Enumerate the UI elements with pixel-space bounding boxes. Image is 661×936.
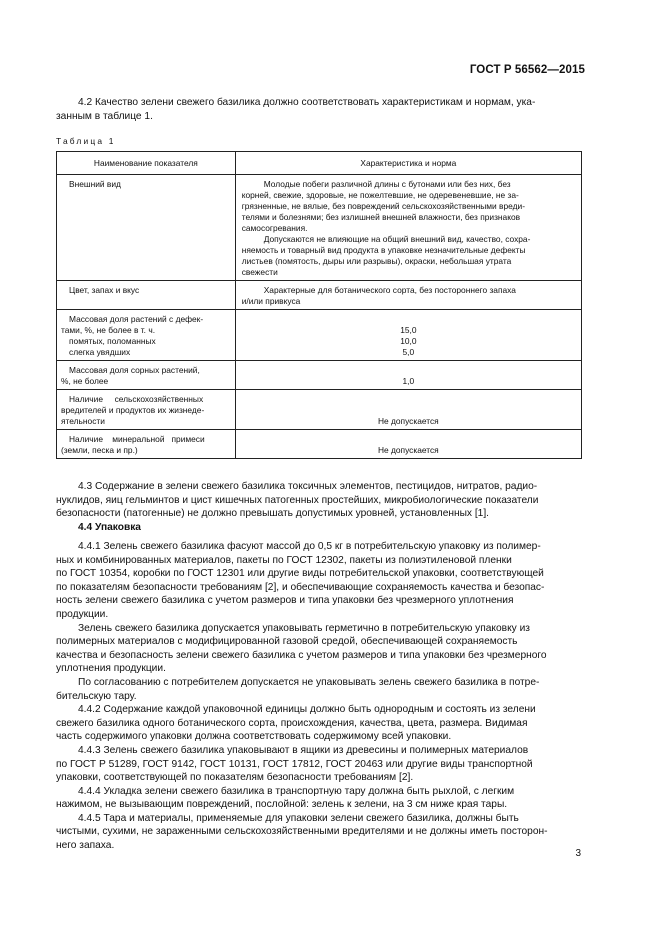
text-line: по ГОСТ 10354, коробки по ГОСТ 12301 или другие виды потребительской упаковки, соответствующей bbox=[56, 568, 544, 580]
indicator-norm bbox=[235, 430, 581, 459]
cell-text: грязненные, не вялые, без повреждений сельскохозяйственными вреди- bbox=[241, 201, 525, 211]
table-row bbox=[57, 310, 582, 361]
cell-text: няемость и товарный вид продукта в упаковке незначительные дефекты bbox=[241, 245, 526, 255]
characteristics-table bbox=[56, 151, 582, 459]
cell-text: (земли, песка и пр.) bbox=[61, 445, 138, 455]
text-line: часть содержимого упаковки должна соответствовать содержимому всей упаковки. bbox=[56, 731, 452, 743]
text-line: по ГОСТ Р 51289, ГОСТ 9142, ГОСТ 10131, ГОСТ 17812, ГОСТ 20463 или другие виды транспортной bbox=[56, 758, 533, 770]
cell-text: Внешний вид bbox=[69, 179, 121, 189]
cell-value: Не допускается bbox=[377, 416, 439, 426]
section-heading-4-4 bbox=[56, 521, 582, 535]
indicator-norm bbox=[235, 175, 581, 281]
text-line: 4.4.1 Зелень свежего базилика фасуют массой до 0,5 кг в потребительскую упаковку из полимер- bbox=[78, 541, 541, 552]
indicator-name bbox=[57, 430, 236, 459]
cell-value: 5,0 bbox=[402, 347, 415, 357]
text-line: ных и комбинированных материалов, пакеты по ГОСТ 12302, пакеты из полиэтиленовой пленки bbox=[56, 554, 512, 566]
cell-text: ятельности bbox=[61, 416, 105, 426]
cell-text: Допускаются не влияющие на общий внешний вид, качество, сохра- bbox=[263, 234, 531, 244]
table-row bbox=[57, 430, 582, 459]
table-row bbox=[57, 281, 582, 310]
text-line: занным в таблице 1. bbox=[56, 110, 153, 122]
text-line: свежего базилика одного ботанического сорта, происхождения, качества, цвета, размера. Видимая bbox=[56, 717, 528, 729]
cell-text: Наличие сельскохозяйственных bbox=[69, 394, 204, 404]
indicator-name bbox=[57, 281, 236, 310]
paragraph-4-2 bbox=[56, 96, 582, 123]
text-line: по показателям безопасности требованиям [2], и обеспечивающие сохраняемость качества и безопас- bbox=[56, 581, 545, 593]
indicator-name bbox=[57, 175, 236, 281]
cell-text: Молодые побеги различной длины с бутонами или без них, без bbox=[263, 179, 511, 189]
text-line: продукции. bbox=[56, 608, 109, 620]
text-line: качества и безопасность зелени свежего базилика с учетом размеров и типа упаковки без чрезмерного bbox=[56, 649, 547, 661]
column-header: Характеристика и норма bbox=[235, 152, 581, 175]
cell-text: свежести bbox=[241, 267, 278, 277]
cell-text: вредителей и продуктов их жизнеде- bbox=[61, 405, 205, 415]
text-line: 4.4.2 Содержание каждой упаковочной единицы должно быть однородным и состоять из зелени bbox=[78, 704, 536, 716]
cell-value: 15,0 bbox=[400, 325, 417, 335]
cell-text: телями и болезнями; без излишней внешней влажности, без признаков bbox=[241, 212, 521, 222]
cell-text: Массовая доля растений с дефек- bbox=[69, 314, 204, 324]
table-label: Таблица 1 bbox=[56, 136, 116, 146]
cell-text: листьев (помятость, дыры или разрывы), окраски, небольшая утрата bbox=[241, 256, 512, 266]
column-header: Наименование показателя bbox=[57, 152, 236, 175]
text-line: него запаха. bbox=[56, 840, 115, 852]
text-line: уплотнения продукции. bbox=[56, 663, 166, 675]
indicator-name bbox=[57, 310, 236, 361]
cell-text: помятых, поломанных bbox=[69, 336, 156, 346]
table-row bbox=[57, 361, 582, 390]
cell-value: Не допускается bbox=[377, 445, 439, 455]
table-row bbox=[57, 175, 582, 281]
text-line: 4.4.4 Укладка зелени свежего базилика в транспортную тару должна быть рыхлой, с легким bbox=[78, 785, 515, 797]
document-standard-id: ГОСТ Р 56562—2015 bbox=[469, 64, 585, 76]
text-line: нуклидов, яиц гельминтов и цист кишечных патогенных простейших, микробиологические показатели bbox=[56, 494, 539, 506]
paragraph-4-3 bbox=[56, 480, 582, 521]
cell-text: Характерные для ботанического сорта, без постороннего запаха bbox=[263, 285, 516, 295]
table-row bbox=[57, 390, 582, 430]
cell-text: Наличие минеральной примеси bbox=[69, 434, 205, 444]
text-line: чистыми, сухими, не зараженными сельскохозяйственными вредителями и не должны иметь посторон- bbox=[56, 826, 548, 838]
heading-text: 4.4 Упаковка bbox=[78, 522, 141, 533]
page-number: 3 bbox=[575, 848, 581, 859]
text-line: 4.2 Качество зелени свежего базилика должно соответствовать характеристикам и нормам, ука- bbox=[78, 97, 536, 108]
text-line: 4.4.5 Тара и материалы, применяемые для упаковки зелени свежего базилика, должны быть bbox=[78, 812, 519, 824]
text-line: Зелень свежего базилика допускается упаковывать герметично в потребительскую упаковку из bbox=[78, 622, 530, 634]
cell-text: %, не более bbox=[61, 376, 109, 386]
indicator-norm bbox=[235, 310, 581, 361]
cell-text: Цвет, запах и вкус bbox=[69, 285, 140, 295]
cell-text: Массовая доля сорных растений, bbox=[69, 365, 200, 375]
table-header-row bbox=[57, 152, 582, 175]
cell-text: и/или привкуса bbox=[241, 296, 301, 306]
indicator-norm bbox=[235, 361, 581, 390]
text-line: нажимом, не вызывающим повреждений, послойной: зелень к зелени, на 3 см ниже края тары. bbox=[56, 799, 508, 811]
text-line: бительскую тару. bbox=[56, 690, 137, 702]
indicator-name bbox=[57, 390, 236, 430]
text-line: упаковки, соответствующей по показателям безопасности требованиям [2]. bbox=[56, 772, 414, 784]
cell-text: тами, %, не более в т. ч. bbox=[61, 325, 156, 335]
cell-text: слегка увядших bbox=[69, 347, 131, 357]
paragraph-4-4-1 bbox=[56, 540, 582, 853]
indicator-name bbox=[57, 361, 236, 390]
cell-value: 1,0 bbox=[402, 376, 415, 386]
text-line: полимерных материалов с модифицированной газовой средой, обеспечивающей сохраняемость bbox=[56, 636, 518, 648]
text-line: безопасности (патогенные) не должно превышать допустимых уровней, установленных [1]. bbox=[56, 508, 490, 520]
indicator-norm bbox=[235, 390, 581, 430]
text-line: 4.4.3 Зелень свежего базилика упаковывают в ящики из древесины и полимерных материалов bbox=[78, 744, 529, 756]
text-line: 4.3 Содержание в зелени свежего базилика токсичных элементов, пестицидов, нитратов, радио- bbox=[78, 481, 538, 492]
cell-value: 10,0 bbox=[400, 336, 417, 346]
text-line: По согласованию с потребителем допускается не упаковывать зелень свежего базилика в потре- bbox=[78, 676, 540, 688]
cell-text: корней, свежие, здоровые, не пожелтевшие, не одеревеневшие, не за- bbox=[241, 190, 519, 200]
cell-text: самосогревания. bbox=[241, 223, 308, 233]
text-line: ность зелени свежего базилика с учетом размеров и типа упаковки без чрезмерного уплотнения bbox=[56, 595, 514, 607]
indicator-norm bbox=[235, 281, 581, 310]
